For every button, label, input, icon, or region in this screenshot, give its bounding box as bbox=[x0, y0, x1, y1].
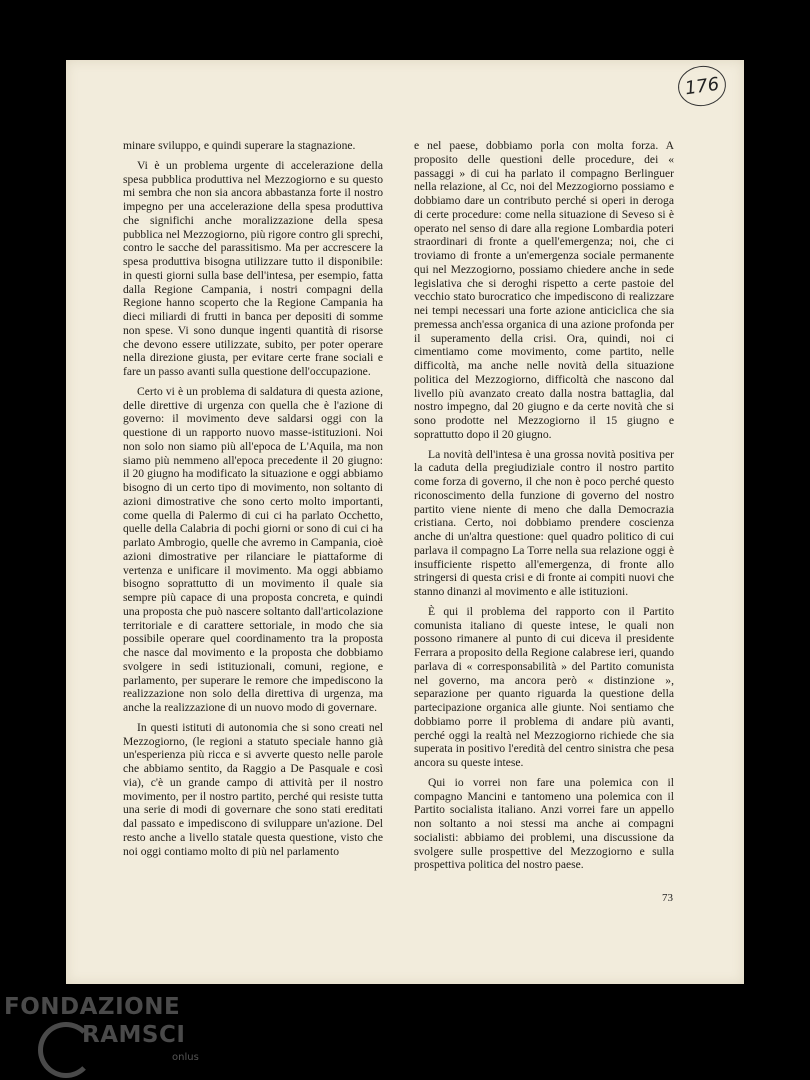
paragraph: È qui il problema del rapporto con il Partito comunista italiano di queste intese, le quali non possono rimanere al punto di cui diceva il presidente Ferrara a proposito della Regione calabrese ieri, quando parlava di « corresponsabilità » del Partito comunista nel governo, ma ancora però « distinzione », separazione per quanto riguarda la questione della partecipazione organica alle giunte. Noi sentiamo che dobbiamo porre il problema di andare più avanti, perché oggi la realtà nel Mezzogiorno richiede che sia superata in positivo l'eredità del centro sinistra che pesa ancora su queste intese. bbox=[414, 604, 674, 769]
paragraph: In questi istituti di autonomia che si sono creati nel Mezzogiorno, (le regioni a statuto speciale hanno già un'esperienza più ricca e si avverte questo nelle parole che abbiamo sentito, da Raggio a De Pasquale e così via), c'è un grande campo di attività per il nostro movimento, per il nostro partito, perché qui resiste tutta una serie di modi di governare che sono stati ereditati dal passato e impediscono di sviluppare un'azione. Del resto anche a livello statale questa questione, visto che noi oggi contiamo molto di più nel parlamento bbox=[123, 720, 383, 858]
paragraph: Vi è un problema urgente di accelerazione della spesa pubblica produttiva nel Mezzogiorno e su questo mi sembra che non sia ancora abbastanza forte il nostro impegno per una accelerazione della spesa produttiva che significhi anche moralizzazione della spesa pubblica nel Mezzogiorno, più rigore contro gli sprechi, contro le sacche del parassitismo. Ma per accrescere la spesa produttiva bisogna utilizzare tutto il disponibile: in questi giorni sulla base dell'intesa, per esempio, fatta dalla Regione Campania, i nostri compagni della Regione hanno scoperto che la Regione Campania ha dieci miliardi di frutti in banca per depositi di somme non spese. Vi sono dunque ingenti quantità di risorse che devono essere utilizzate, subito, per poter operare nella direzione giusta, per evitare certe frane sociali e fare un passo avanti sulla questione dell'occupazione. bbox=[123, 158, 383, 378]
right-column bbox=[414, 139, 674, 878]
paragraph: Certo vi è un problema di saldatura di questa azione, delle direttive di urgenza con quella che è l'azione di governo: il movimento deve saldarsi oggi con la questione di un rapporto nuovo masse-istituzioni. Noi non solo non siamo più all'epoca de L'Aquila, ma non siamo più nemmeno all'epoca precedente il 20 giugno: il 20 giugno ha modificato la situazione e oggi abbiamo bisogno di un certo tipo di movimento, non soltanto di azioni dimostrative che sono certo molto importanti, come quella di Palermo di cui ci ha parlato Occhetto, quelle della Calabria di pochi giorni or sono di cui ci ha parlato Ambrogio, quelle che avremo in Campania, cioè azioni dimostrative per rilanciare le piattaforme di vertenza e unificare il movimento. Ma oggi abbiamo bisogno soprattutto di un movimento il quale sia sempre più capace di una proposta concreta, e quindi una proposta che può nascere soltanto dall'articolazione territoriale e di carattere settoriale, in modo che sia possibile operare quel coordinamento tra la proposta che nasce dal movimento e la proposta che dobbiamo svolgere in sedi istituzionali, comuni, regione, e parlamento, per superare le remore che impediscono la realizzazione non solo della direttiva di urgenza, ma anche la realizzazione di un nuovo modo di governare. bbox=[123, 384, 383, 714]
archive-stamp: 176 bbox=[675, 63, 728, 109]
paragraph: minare sviluppo, e quindi superare la stagnazione. bbox=[123, 139, 356, 152]
paragraph: Qui io vorrei non fare una polemica con il compagno Mancini e tantomeno una polemica con il Partito socialista italiano. Anzi vorrei fare un appello non soltanto a noi stessi ma anche ai compagni socialisti: abbiamo dei problemi, una discussione da svolgere sulle prospettive del Mezzogiorno e sulla prospettiva politica del nostro paese. bbox=[414, 775, 674, 872]
page-number: 73 bbox=[662, 892, 673, 904]
logo-line-fondazione: FONDAZIONE bbox=[4, 994, 181, 1020]
left-column bbox=[123, 139, 383, 864]
document-page bbox=[66, 60, 744, 984]
logo-line-gramsci: RAMSCI bbox=[82, 1022, 186, 1048]
paragraph: e nel paese, dobbiamo porla con molta forza. A proposito delle questioni delle procedure, dei « passaggi » di cui ha parlato il compagno Berlinguer nella relazione, al Cc, noi del Mezzogiorno possiamo e dobbiamo dare un contributo perché si operi in deroga di certe procedure: come nella situazione di Seveso si è operato nel senso di dare alla regione Lombardia poteri straordinari di fronte a quell'emergenza; noi, che ci troviamo di fronte a un'emergenza sociale permanente qui nel Mezzogiorno, possiamo chiedere anche in sede legislativa che si deroghi rispetto a certe pastoie del vecchio stato burocratico che impediscono di realizzare nei tempi necessari una forte azione anticiclica che sia premessa anch'essa organica di una azione profonda per il superamento della crisi. Ora, quindi, noi ci cimentiamo come movimento, come partito, nelle difficoltà, ma anche nelle novità della situazione politica del Mezzogiorno, difficoltà che nascono dal livello più avanzato creato dalla nostra battaglia, dal nostro impegno, dal 20 giugno e da certe novità che si sono prodotte nel Mezzogiorno il 15 giugno e soprattutto dopo il 20 giugno. bbox=[414, 139, 674, 441]
logo-line-onlus: onlus bbox=[172, 1052, 199, 1063]
paragraph: La novità dell'intesa è una grossa novità positiva per la caduta della pregiudiziale contro il nostro partito come forza di governo, il che non è poco perché questo riconoscimento della funzione di governo del nostro partito viene niente di meno che dalla Democrazia cristiana. Certo, noi dobbiamo prendere coscienza anche di un'altra questione: quel quadro politico di cui parlava il compagno La Torre nella sua relazione oggi è insufficiente rispetto all'emergenza, di fronte allo stringersi di questa crisi e di fronte ai compiti nuovi che stanno dinanzi al movimento e alle istituzioni. bbox=[414, 447, 674, 598]
fondazione-gramsci-logo bbox=[4, 994, 204, 1074]
